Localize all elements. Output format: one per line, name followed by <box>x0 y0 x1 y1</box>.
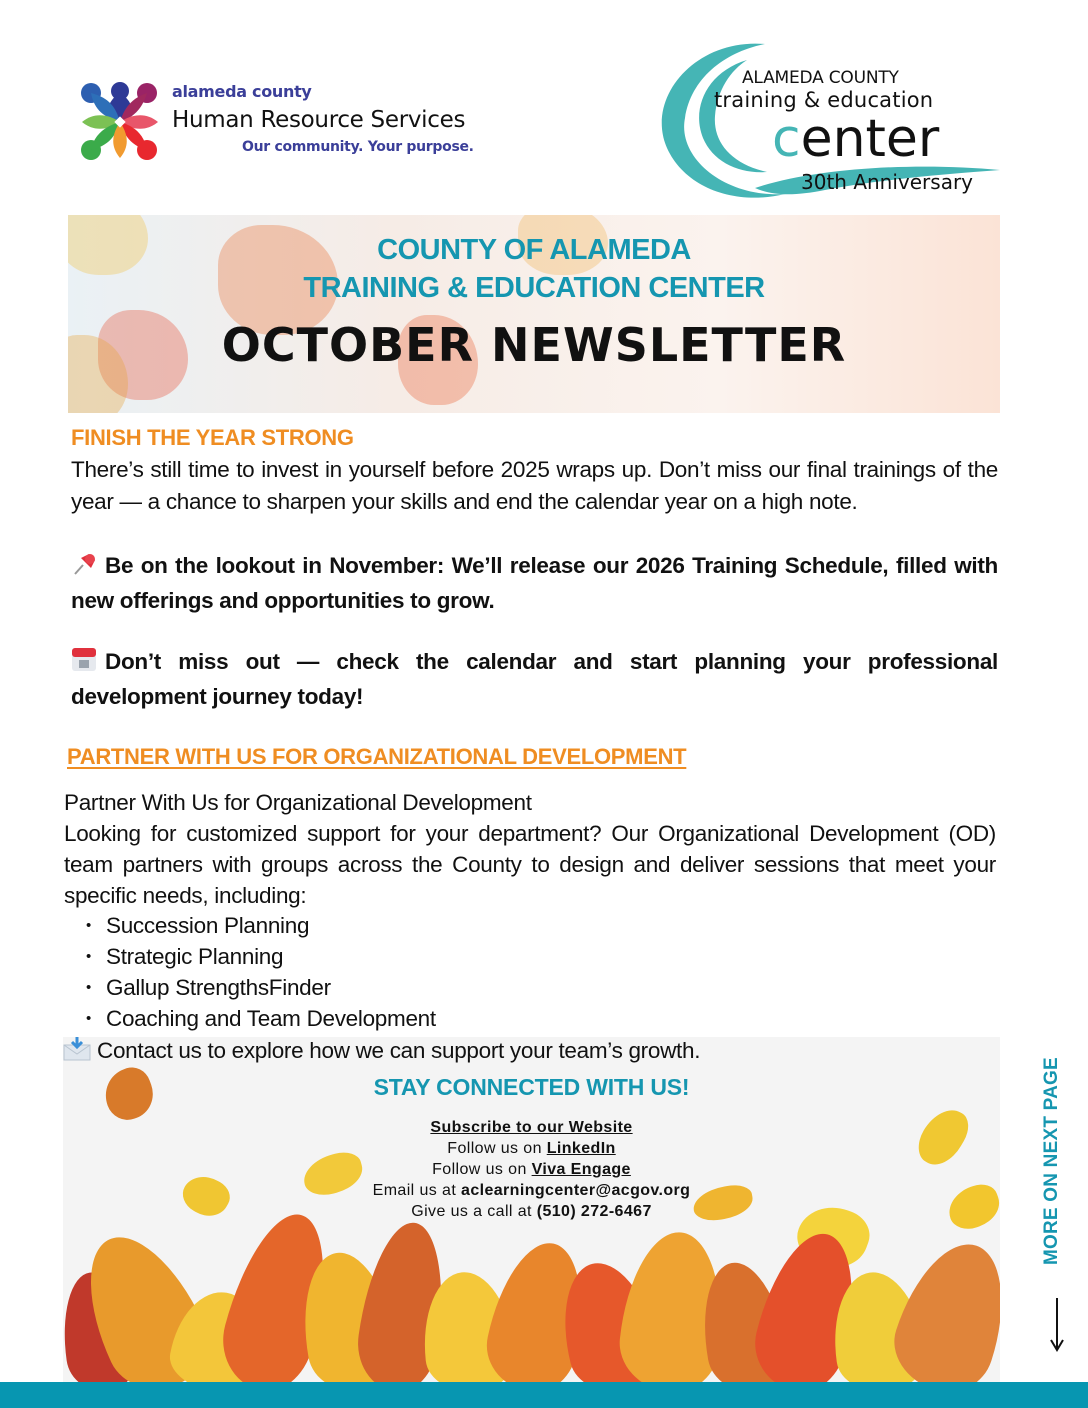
stay-connected-panel <box>63 1037 1000 1382</box>
envelope-download-icon <box>63 1037 91 1068</box>
hr-services-logo <box>80 82 500 164</box>
viva-engage-link[interactable]: Viva Engage <box>531 1161 631 1178</box>
finish-year-body: There’s still time to invest in yourself before 2025 wraps up. Don’t miss our final trainings of the year — a chance to sharpen your skills and end the calendar year on a high note. <box>71 457 998 514</box>
more-on-next-page-label: MORE ON NEXT PAGE <box>1041 1057 1062 1265</box>
center-logo-anniversary: 30th Anniversary <box>801 170 974 194</box>
viva-prefix: Follow us on <box>432 1161 532 1178</box>
list-item: • Gallup StrengthsFinder <box>86 972 436 1003</box>
center-logo-rest: enter <box>800 109 940 169</box>
hr-logo-tagline: Our community. Your purpose. <box>242 139 474 155</box>
contact-line <box>63 1037 700 1068</box>
phone-number[interactable]: (510) 272-6467 <box>536 1203 652 1220</box>
finish-year-heading: FINISH THE YEAR STRONG <box>71 425 354 450</box>
linkedin-link[interactable]: LinkedIn <box>546 1140 616 1157</box>
list-item: • Strategic Planning <box>86 941 436 972</box>
calendar-note <box>71 646 998 713</box>
center-logo-line1: ALAMEDA COUNTY <box>742 68 899 88</box>
connect-links <box>63 1117 1000 1222</box>
center-logo-line2: training & education <box>714 88 934 112</box>
email-prefix: Email us at <box>372 1182 462 1199</box>
banner-center-line: TRAINING & EDUCATION CENTER <box>303 272 765 304</box>
list-item: • Succession Planning <box>86 910 436 941</box>
contact-text: Contact us to explore how we can support your team’s growth. <box>97 1038 701 1063</box>
partner-body: Looking for customized support for your department? Our Organizational Development (OD) team partners with groups across the County to design and deliver sessions that meet your specific needs, including: <box>64 821 996 908</box>
center-logo-word <box>772 109 940 169</box>
calendar-icon <box>71 646 97 681</box>
newsletter-title: OCTOBER NEWSLETTER <box>221 318 847 372</box>
footer-bar <box>0 1382 1088 1408</box>
od-services-list <box>86 910 436 1034</box>
phone-prefix: Give us a call at <box>411 1203 537 1220</box>
stay-connected-title: STAY CONNECTED WITH US! <box>373 1074 690 1100</box>
banner-county-line: COUNTY OF ALAMEDA <box>377 234 691 266</box>
partner-title: Partner With Us for Organizational Development <box>64 790 532 815</box>
hr-logo-county: alameda county <box>172 82 312 101</box>
linkedin-prefix: Follow us on <box>447 1140 547 1157</box>
list-item: • Coaching and Team Development <box>86 1003 436 1034</box>
lookout-text: Be on the lookout in November: We’ll release our 2026 Training Schedule, filled with new offerings and opportunities to grow. <box>71 553 998 613</box>
hr-logo-mark-icon <box>80 82 160 162</box>
subscribe-website-link[interactable]: Subscribe to our Website <box>430 1119 633 1136</box>
autumn-leaves-border <box>63 1212 1000 1382</box>
arrow-down-icon <box>1047 1296 1067 1352</box>
calendar-text: Don’t miss out — check the calendar and start planning your professional development journey today! <box>71 649 998 709</box>
center-logo-c: c <box>772 109 801 169</box>
newsletter-banner <box>68 215 1000 413</box>
email-address[interactable]: aclearningcenter@acgov.org <box>461 1182 691 1199</box>
training-center-logo <box>655 38 1005 203</box>
lookout-note <box>71 550 998 617</box>
pushpin-icon <box>71 552 97 585</box>
hr-logo-name: Human Resource Services <box>172 107 466 133</box>
partner-heading[interactable]: PARTNER WITH US FOR ORGANIZATIONAL DEVELOPMENT <box>67 744 687 769</box>
